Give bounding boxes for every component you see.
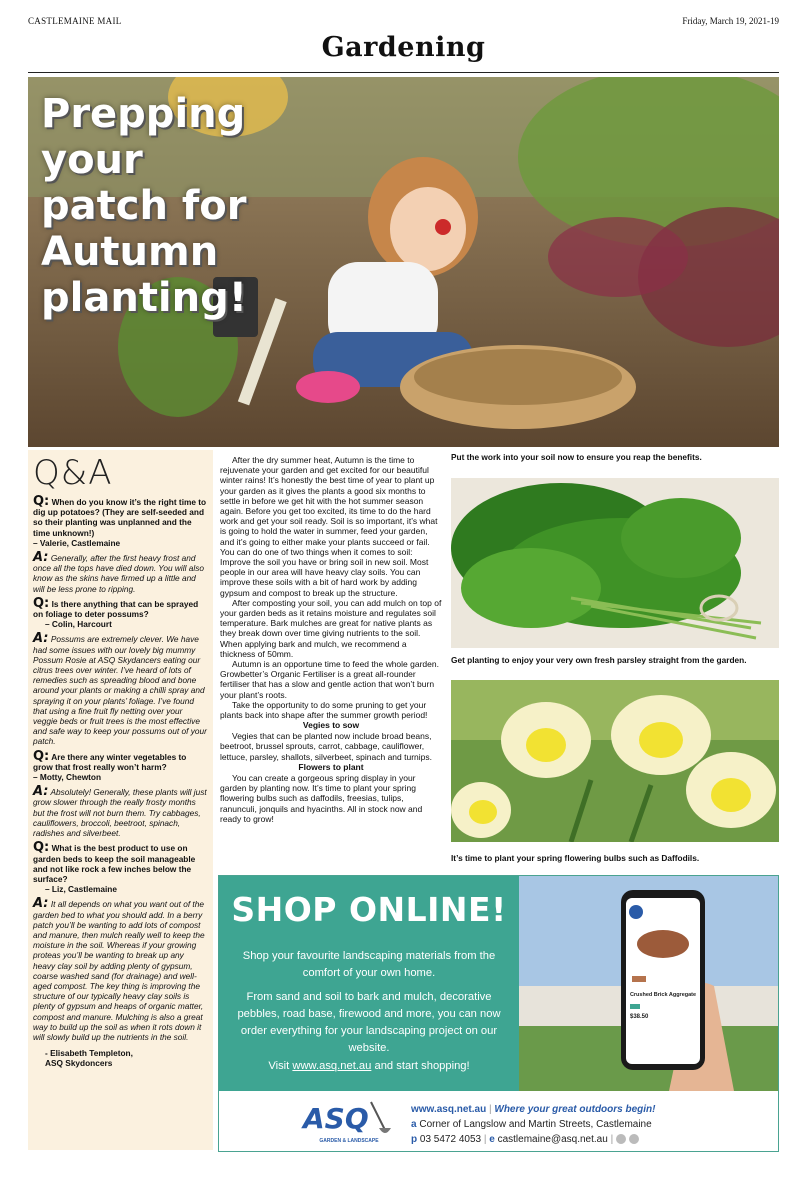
question-author: – Colin, Harcourt [45, 619, 112, 630]
facebook-icon[interactable] [616, 1134, 626, 1144]
phone-price: $38.50 [630, 1014, 649, 1020]
q-marker: Q: [33, 748, 50, 764]
a-marker: A: [33, 896, 49, 912]
hero-title-line: patch for [41, 183, 247, 229]
article-paragraph: After composting your soil, you can add mulch on top of your garden beds as it retains moisture and regulates soil temperature. Bark mulches are great for native plants as they break down over time giving nutrients to the soil. When applying bark and mulch, we recommend a thickness of 50mm. [220, 597, 442, 659]
logo-subtitle: GARDEN & LANDSCAPE [319, 1138, 379, 1144]
ad-headline: SHOP ONLINE! [231, 890, 507, 929]
question-text: Are there any winter vegetables to grow that frost really won’t harm? [33, 751, 187, 772]
visit-link[interactable]: www.asq.net.au [292, 1060, 372, 1072]
qa-question [33, 748, 208, 772]
hero-photo [28, 77, 779, 447]
phone-product-name: Crushed Brick Aggregate [629, 992, 697, 998]
issue-date-page: Friday, March 19, 2021-19 [682, 16, 779, 26]
section-title: Gardening [321, 32, 486, 63]
signature-org: ASQ Skydoncers [45, 1058, 113, 1069]
qa-question [33, 494, 208, 538]
address-label: a [411, 1119, 417, 1130]
qa-question [33, 840, 208, 884]
q-marker: Q: [33, 840, 50, 856]
parsley-illustration [451, 478, 779, 648]
qa-column [28, 450, 213, 1150]
article-paragraph: Autumn is an opportune time to feed the whole garden. Growbetter’s Organic Fertiliser is a great all-rounder fertiliser that has a slow and gentle action that won’t burn your plant’s roots. [220, 659, 439, 700]
header-rule [28, 72, 779, 73]
hero-title-line: planting! [41, 275, 247, 321]
parsley-photo [451, 478, 779, 648]
parsley-caption: Get planting to enjoy your very own fresh parsley straight from the garden. [451, 655, 747, 665]
ad-visit-line [229, 1058, 509, 1075]
answer-text: It all depends on what you want out of the garden bed to what you should add. In a berry patch you’ll be wanting to add lots of compost and manure, then mulch really well to keep the moisture in the soil. Whereas if your growing proteas you’ll be wanting to break up any heavy clay soil by adding plenty of gypsum, coarse washed sand (for drainage) and well-aged compost. The key thing is improving the structure of our typically heavy clay soils is plenty of gypsum and heaps of organic matter, compost and manure. Mulching is also a great way to build up the soil as when it rots down it will slowly build up the nutrients in the soil. [33, 899, 205, 1042]
qa-answer [33, 896, 208, 1042]
publication-name: CASTLEMAINE MAIL [28, 16, 122, 26]
hero-title-line: Autumn [41, 229, 219, 275]
ad-phone[interactable]: 03 5472 4053 [419, 1134, 482, 1145]
ad-address: Corner of Langslow and Martin Streets, Castlemaine [419, 1119, 652, 1130]
ad-contact: www.asq.net.au | Where your great outdoors begin! a Corner of Langslow and Martin Streets, Castlemaine p 03 5472 4053 | e castlemaine@asq.net.au | [411, 1104, 656, 1145]
article-paragraph: You can create a gorgeous spring display in your garden by planting now. It’s time to plant your spring flowering bulbs such as daffodils, freesias, tulips, ranunculi, jonquils and hyacinths. All in stock now and ready to grow! [220, 772, 423, 824]
phone-label: p [411, 1134, 418, 1145]
article-paragraph: Vegies that can be planted now include broad beans, beetroot, brussel sprouts, carrot, cabbage, cauliflower, lettuce, parsley, shallots, silverbeet, spinach and turnips. [220, 731, 432, 762]
visit-suffix: and start shopping! [371, 1060, 470, 1072]
daffodil-photo [451, 680, 779, 842]
a-marker: A: [33, 550, 49, 566]
question-text: When do you know it’s the right time to dig up potatoes? (They are self-seeded and so their planting was unplanned and the time unknown!) [33, 497, 207, 538]
q-marker: Q: [33, 595, 50, 611]
answer-text: Absolutely! Generally, these plants will just grow slower through the really frosty months but the frost will not burn them. Try cabbages, cauliflowers, broccoli, beetroot, spinach, radishes and silverbeet. [33, 787, 207, 839]
article-subheading: Flowers to plant [298, 761, 364, 772]
answer-text: Generally, after the first heavy frost and once all the tops have died down. You will also know as the skins have firmed up a little and will be less prone to ripping. [33, 553, 204, 594]
daffodil-caption: It’s time to plant your spring flowering bulbs such as Daffodils. [451, 853, 700, 863]
qa-answer [33, 550, 208, 594]
hero-title [41, 91, 341, 321]
article-body [220, 455, 442, 824]
answer-text: Possums are extremely clever. We have had some issues with our lovely big mummy Possum Rosie at ASQ Skydancers eating our citrus trees over winter. I’ve heard of lots of remedies such as spreading blood and bone around your plants or making a chilli spray and spraying it on your plants’ foliage. I’ve found that using a fine fruit fly netting over your veggie beds or fruit trees is the most effective and safe way to keep your possums out of your patch. [33, 634, 207, 747]
asq-logo [299, 1098, 399, 1146]
instagram-icon[interactable] [629, 1134, 639, 1144]
a-marker: A: [33, 631, 49, 647]
qa-title: Q&A [33, 453, 113, 493]
asq-logo-mark [299, 1098, 399, 1146]
q-marker: Q: [33, 494, 50, 509]
ad-phone-photo [519, 876, 779, 1091]
ad-intro: Shop your favourite landscaping materials from the comfort of your own home. [242, 950, 496, 979]
ad-website-link[interactable]: www.asq.net.au [411, 1104, 487, 1115]
qa-answer [33, 631, 208, 747]
question-author: – Liz, Castlemaine [45, 884, 117, 895]
visit-prefix: Visit [268, 1060, 293, 1072]
a-marker: A: [33, 784, 49, 800]
ad-body: From sand and soil to bark and mulch, decorative pebbles, road base, firewood and more, you can now order everything for your landscaping project on our website. [237, 991, 501, 1054]
question-author: – Motty, Chewton [33, 772, 102, 783]
signature-name: - Elisabeth Templeton, [45, 1048, 133, 1059]
ad-email[interactable]: castlemaine@asq.net.au [497, 1134, 608, 1145]
qa-question [33, 595, 208, 620]
ad-slogan: Where your great outdoors begin! [494, 1104, 656, 1115]
soil-caption: Put the work into your soil now to ensure you reap the benefits. [451, 452, 702, 462]
email-label: e [489, 1134, 495, 1145]
qa-answer [33, 784, 208, 839]
question-text: Is there anything that can be sprayed on foliage to deter possums? [33, 598, 199, 620]
article-paragraph: Take the opportunity to do some pruning to get your plants back into shape after the summer growth period! [220, 699, 428, 721]
daffodil-illustration [451, 680, 779, 842]
article-subheading: Vegies to sow [302, 720, 360, 731]
hero-title-line: Prepping your [41, 91, 246, 183]
question-author: – Valerie, Castlemaine [33, 537, 121, 548]
question-text: What is the best product to use on garden beds to keep the soil manageable and not like rock a few inches below the surface? [33, 843, 196, 884]
article-paragraph: After the dry summer heat, Autumn is the time to rejuvenate your garden and get excited for our beautiful winter rains! It’s honestly the best time of year to plant up your garden as it gives the plants a good six months to settle in before we get hit with the hot summer season again. Before you get too excited, its time to do the hard work and get your soil ready. Soil is so important, it’s what is going to hold the water in summer, feed your garden, and it’s going to either make your plants succeed or fail. You can do one of two things when it comes to soil: Improve the soil you have or bring soil in new soil. Most people in our area will have heavy clay soils. You can improve these soils with a bit of hard work by adding gypsum and compost to break up the structure. [220, 455, 438, 598]
asq-advertisement [218, 875, 779, 1152]
phone-illustration [519, 876, 779, 1091]
logo-text: ASQ [303, 1102, 369, 1135]
